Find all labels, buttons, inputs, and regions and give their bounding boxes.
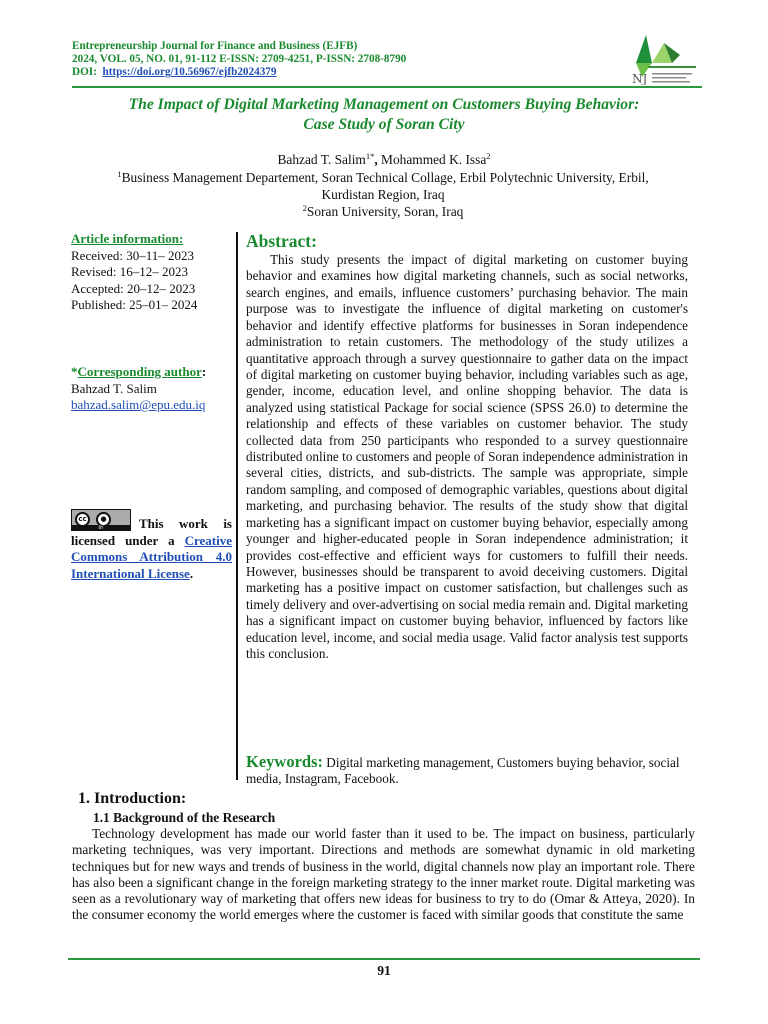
person-icon: ●: [96, 512, 111, 527]
article-info-column: [71, 231, 233, 414]
introduction-heading: 1. Introduction:: [78, 790, 187, 807]
published-date: Published: 25–01– 2024: [71, 297, 198, 313]
affiliation-1-mark: 1: [117, 169, 122, 179]
author-1-name: Bahzad T. Salim: [277, 152, 366, 167]
author-2-mark: 2: [486, 151, 491, 161]
affiliation-1: [72, 166, 694, 204]
background-subheading: 1.1 Background of the Research: [93, 810, 276, 825]
keywords-block: [246, 754, 686, 788]
page-number: 91: [377, 963, 391, 978]
title-line-1: The Impact of Digital Marketing Management on Customers Buying Behavior:: [128, 96, 640, 113]
doi-line: [72, 66, 592, 79]
affiliation-1-line-2: Kurdistan Region, Iraq: [321, 186, 445, 202]
paper-title: [60, 95, 708, 134]
journal-issue-line: 2024, VOL. 05, NO. 01, 91-112 E-ISSN: 2709-4251, P-ISSN: 2708-8790: [72, 53, 407, 66]
corresponding-author-heading: [71, 364, 233, 381]
doi-link[interactable]: https://doi.org/10.56967/ejfb2024379: [102, 66, 277, 79]
affiliation-1-text: Business Management Departement, Soran Technical Collage, Erbil Polytechnic University, Erbil,: [121, 170, 649, 185]
affiliation-2-mark: 2: [302, 203, 307, 213]
header-rule: [72, 86, 702, 88]
received-date: Received: 30–11– 2023: [71, 247, 194, 263]
footer-rule: [68, 958, 700, 960]
license-period: .: [189, 565, 194, 581]
author-2-name: Mohammed K. Issa: [381, 152, 487, 167]
introduction-paragraph: Technology development has made our world faster than it used to be. The impact on business, particularly marketing techniques, was very important. Directions and methods are somewhat dynamic in old marketing techniques but for new ways and trends of business in the world, digital channels now play an important role. There has also been a significant change in the foreign marketing strategy to the inner market route. Digital marketing was seen as a revolutionary way of marketing that offers new ideas for business to try to do (Omar & Atteya, 2020). In the consumer economy the world emerges where the customer is faced with similar goods that constitute the same: [72, 826, 695, 923]
journal-name: Entrepreneurship Journal for Finance and Business (EJFB): [72, 40, 358, 52]
corresponding-author-name: Bahzad T. Salim: [71, 380, 157, 396]
logo-letters: NJ: [632, 72, 648, 85]
accepted-date: Accepted: 20–12– 2023: [71, 280, 196, 296]
column-divider: [236, 232, 238, 780]
author-separator: ,: [374, 152, 382, 167]
by-label: BY: [72, 525, 130, 530]
license-text: This work is licensed under a: [71, 516, 232, 548]
abstract-body: This study presents the impact of digital marketing on customer buying behavior and examines how digital marketing channels, such as social networks, search engines, and emails, influence customers’ purchasing behavior. The main purpose was to investigate the influence of digital marketing on customer's behavior and identify effective platforms for businesses in Soran independence administration to retain customers. The methodology of the study utilizes a quantitative approach through a survey questionnaire to gather data on the impact of digital marketing on customer buying behavior, including variables such as age, gender, income, education level, and online shopping behavior. The data is analyzed using statistical Package for social science (SPSS 26.0) to determine the relationship and effects of these variables on customer behavior. The study collected data from 250 participants who responded to a survey questionnaire distributed online to customers and people of Soran independence administration in several cities, districts, and sub-districts. The sample was appropriate, simple random sampling, and composed of demographic variables, questions about digital marketing, and purchasing behavior. The results of the study show that digital marketing has a significant impact on customer buying behavior, especially among younger and higher-educated people in Soran independence administration; it provides cost-effective and efficient ways for customers to fulfill their needs. However, businesses should be transparent to avoid deceiving customers. Digital marketing has a positive impact on customer satisfaction, but challenges such as timely delivery and over-advertising on social media remain and. Digital marketing has a significant impact on customer buying behavior, influenced by factors like education level, income, and social media usage. Valid factor analysis test supports this conclusion.: [246, 252, 688, 662]
corresponding-colon: :: [201, 363, 207, 379]
license-statement: [71, 516, 232, 582]
author-1-marks: 1*: [365, 151, 375, 161]
license-link[interactable]: Creative Commons Attribution 4.0 International License: [71, 532, 232, 581]
affiliation-2: [72, 200, 694, 221]
affiliation-1-line-1: [72, 166, 694, 187]
doi-label: DOI:: [72, 66, 97, 79]
revised-date: Revised: 16–12– 2023: [71, 264, 188, 280]
keywords-text: Digital marketing management, Customers buying behavior, social media, Instagram, Facebook.: [246, 755, 680, 787]
journal-header: [72, 40, 592, 80]
title-line-2: Case Study of Soran City: [303, 115, 465, 133]
cc-icon: cc: [75, 512, 90, 527]
corresponding-star: *: [71, 363, 78, 379]
corresponding-label: Corresponding author: [77, 363, 202, 379]
affiliation-2-text: Soran University, Soran, Iraq: [306, 204, 464, 219]
corresponding-email-link[interactable]: bahzad.salim@epu.edu.iq: [71, 397, 206, 413]
abstract-heading: Abstract:: [246, 231, 317, 251]
keywords-heading: Keywords:: [246, 752, 323, 771]
journal-logo-icon: [618, 33, 700, 85]
article-info-heading: Article information:: [71, 231, 184, 246]
